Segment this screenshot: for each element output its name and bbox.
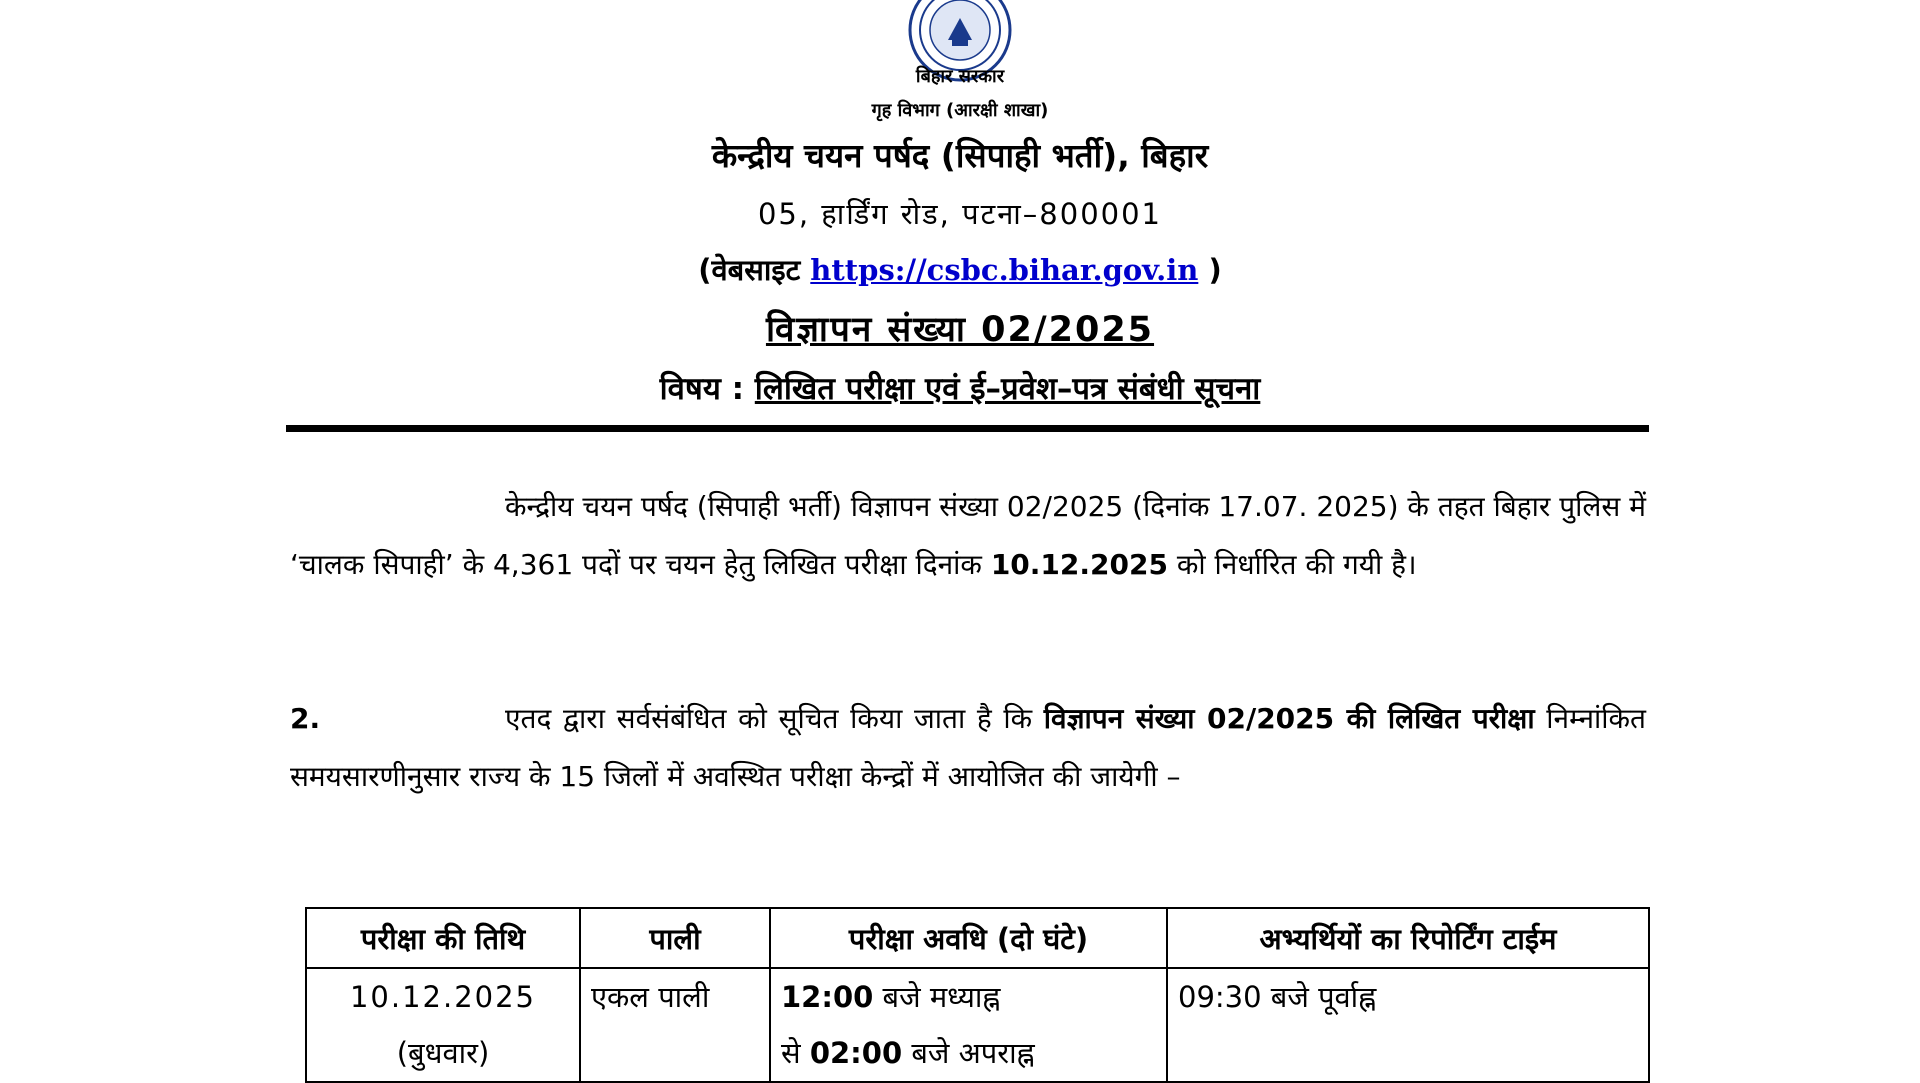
- duration-end-time: 02:00: [809, 1036, 903, 1070]
- cell-exam-date: [306, 968, 580, 1082]
- header-exam-date: परीक्षा की तिथि: [306, 908, 580, 968]
- duration-start-time: 12:00: [781, 980, 874, 1014]
- office-address: 05, हार्डिंग रोड, पटना–800001: [757, 197, 1163, 231]
- website-link[interactable]: https://csbc.bihar.gov.in: [810, 253, 1199, 287]
- website-prefix: (वेबसाइट: [698, 253, 811, 287]
- duration-start-text: बजे मध्याह्न: [873, 980, 1001, 1014]
- department-name: गृह विभाग (आरक्षी शाखा): [871, 100, 1049, 121]
- exam-day-value: (बुधवार): [396, 1036, 490, 1070]
- paragraph-1: [290, 478, 1646, 594]
- cell-reporting-time: 09:30 बजे पूर्वाह्न: [1167, 968, 1649, 1082]
- para2-bold: विज्ञापन संख्या 02/2025 की लिखित परीक्षा: [1043, 702, 1535, 735]
- website-line: [0, 250, 1920, 289]
- para2-text-a: एतद द्वारा सर्वसंबंधित को सूचित किया जाता है कि: [505, 702, 1044, 735]
- subject-label: विषय :: [659, 371, 755, 407]
- council-title: केन्द्रीय चयन पर्षद (सिपाही भर्ती), बिहार: [711, 136, 1209, 175]
- subject-text: लिखित परीक्षा एवं ई–प्रवेश–पत्र संबंधी सूचना: [754, 371, 1261, 407]
- header-shift: पाली: [580, 908, 770, 968]
- para1-text-b: को निर्धारित की गयी है।: [1167, 548, 1417, 581]
- exam-schedule-table: [305, 907, 1650, 1083]
- duration-end-prefix: से: [781, 1036, 810, 1070]
- advertisement-number: विज्ञापन संख्या 02/2025: [765, 310, 1155, 350]
- para2-number: 2.: [290, 702, 321, 735]
- table-row: [306, 968, 1649, 1082]
- exam-date-value: 10.12.2025: [349, 980, 537, 1014]
- para2-text-b: निम्नांकित समयसारणीनुसार राज्य के 15 जिलों में अवस्थित परीक्षा केन्द्रों में आयोजित की जायेगी –: [290, 702, 1647, 793]
- subject-line: [0, 367, 1920, 409]
- website-suffix: ): [1208, 253, 1222, 287]
- para1-text-a: केन्द्रीय चयन पर्षद (सिपाही भर्ती) विज्ञापन संख्या 02/2025 (दिनांक 17.07. 2025) के तहत बिहार पुलिस में ‘चालक सिपाही’ के 4,361 पदों पर चयन हेतु लिखित परीक्षा दिनांक: [290, 490, 1646, 581]
- cell-duration: [770, 968, 1167, 1082]
- government-name: बिहार सरकार: [915, 66, 1005, 87]
- para1-exam-date: 10.12.2025: [990, 548, 1168, 581]
- cell-shift: एकल पाली: [580, 968, 770, 1082]
- header-duration: परीक्षा अवधि (दो घंटे): [770, 908, 1167, 968]
- header-divider: [286, 425, 1649, 432]
- duration-end-text: बजे अपराह्न: [902, 1036, 1035, 1070]
- paragraph-2: [290, 690, 1646, 806]
- table-header-row: [306, 908, 1649, 968]
- header-reporting-time: अभ्यर्थियों का रिपोर्टिंग टाईम: [1167, 908, 1649, 968]
